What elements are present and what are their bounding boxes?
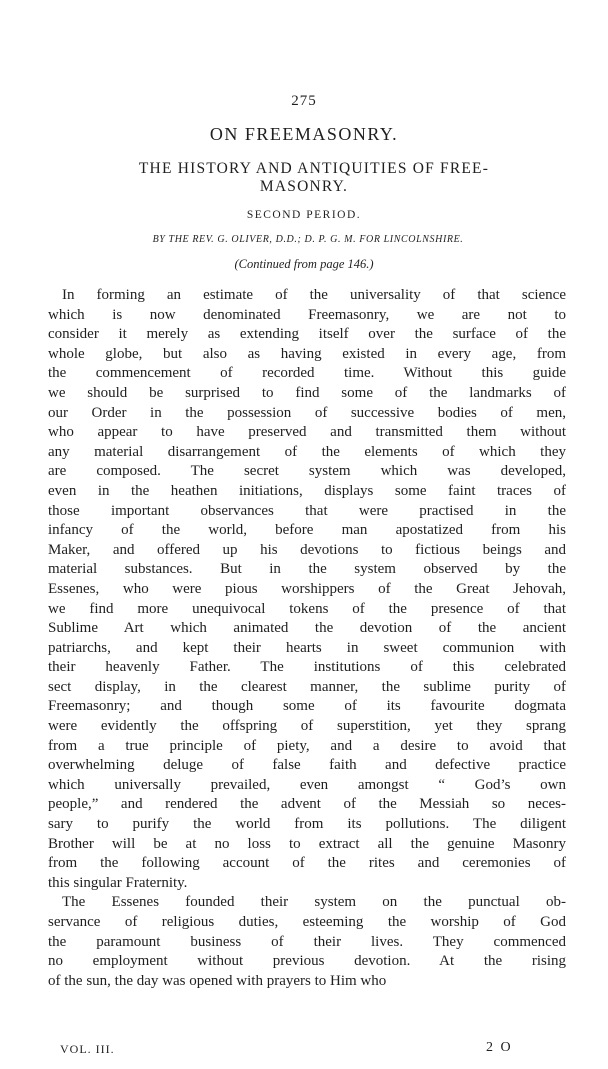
text-line: consider it merely as extending itself over the surface of the xyxy=(48,326,566,343)
text-line: which universally prevailed, even amongst “ God’s own xyxy=(48,776,566,793)
text-line: we find more unequivocal tokens of the presence of that xyxy=(48,600,566,617)
text-line: Freemasonry; and though some of its favourite dogmata xyxy=(48,698,566,715)
article-subtitle-line-1: THE HISTORY AND ANTIQUITIES OF FREE- xyxy=(138,160,490,177)
signature-mark: 2 O xyxy=(486,1040,513,1055)
text-line: even in the heathen initiations, displays some faint traces of xyxy=(48,482,566,499)
text-line: are composed. The secret system which was developed, xyxy=(48,463,566,480)
text-line: this singular Fraternity. xyxy=(48,874,188,891)
text-line: those important observances that were practised in the xyxy=(48,502,566,519)
body-text xyxy=(48,286,566,991)
text-line: Maker, and offered up his devotions to fictious beings and xyxy=(48,541,566,558)
text-line: infancy of the world, before man apostatized from his xyxy=(48,522,566,539)
text-line: servance of religious duties, esteeming the worship of God xyxy=(48,914,566,930)
text-line: whole globe, but also as having existed in every age, from xyxy=(48,345,566,362)
text-line: were evidently the offspring of superstition, yet they sprang xyxy=(48,718,566,735)
text-line: sary to purify the world from its pollutions. The diligent xyxy=(48,816,566,833)
text-line: our Order in the possession of successive bodies of men, xyxy=(48,404,566,421)
section-period: SECOND PERIOD. xyxy=(246,209,362,221)
text-line: overwhelming deluge of false faith and defective practice xyxy=(48,757,566,774)
text-line: the paramount business of their lives. They commenced xyxy=(48,933,566,950)
text-line: material substances. But in the system observed by the xyxy=(48,561,566,578)
text-line: which is now denominated Freemasonry, we are not to xyxy=(48,306,566,323)
text-line: patriarchs, and kept their hearts in sweet communion with xyxy=(48,639,566,656)
author-byline: BY THE REV. G. OLIVER, D.D.; D. P. G. M. FOR LINCOLNSHIRE. xyxy=(152,234,464,245)
text-line: Essenes, who were pious worshippers of the Great Jehovah, xyxy=(48,580,566,597)
text-line: people,” and rendered the advent of the Messiah so neces- xyxy=(48,796,566,813)
page-number: 275 xyxy=(291,93,317,109)
text-line: who appear to have preserved and transmitted them without xyxy=(48,424,566,441)
continued-note: (Continued from page 146.) xyxy=(234,257,374,271)
text-line: of the sun, the day was opened with prayers to Him who xyxy=(48,972,387,989)
text-line: the commencement of recorded time. Without this guide xyxy=(48,365,566,382)
text-line: sect display, in the clearest manner, the sublime purity of xyxy=(48,678,566,695)
text-line: their heavenly Father. The institutions of this celebrated xyxy=(48,659,566,676)
article-title: ON FREEMASONRY. xyxy=(209,124,399,144)
text-line: no employment without previous devotion. At the rising xyxy=(48,953,566,970)
text-line: Sublime Art which animated the devotion of the ancient xyxy=(48,620,566,637)
text-line: In forming an estimate of the universality of that science xyxy=(62,287,566,303)
text-line: any material disarrangement of the elements of which they xyxy=(48,443,566,460)
text-line: The Essenes founded their system on the punctual ob- xyxy=(62,894,566,911)
text-line: we should be surprised to find some of the landmarks of xyxy=(48,384,566,401)
text-line: Brother will be at no loss to extract all the genuine Masonry xyxy=(48,835,566,852)
volume-label: VOL. III. xyxy=(60,1042,115,1056)
text-line: from the following account of the rites and ceremonies of xyxy=(48,855,566,872)
article-subtitle-line-2: MASONRY. xyxy=(259,178,349,195)
text-line: from a true principle of piety, and a desire to avoid that xyxy=(48,737,566,754)
